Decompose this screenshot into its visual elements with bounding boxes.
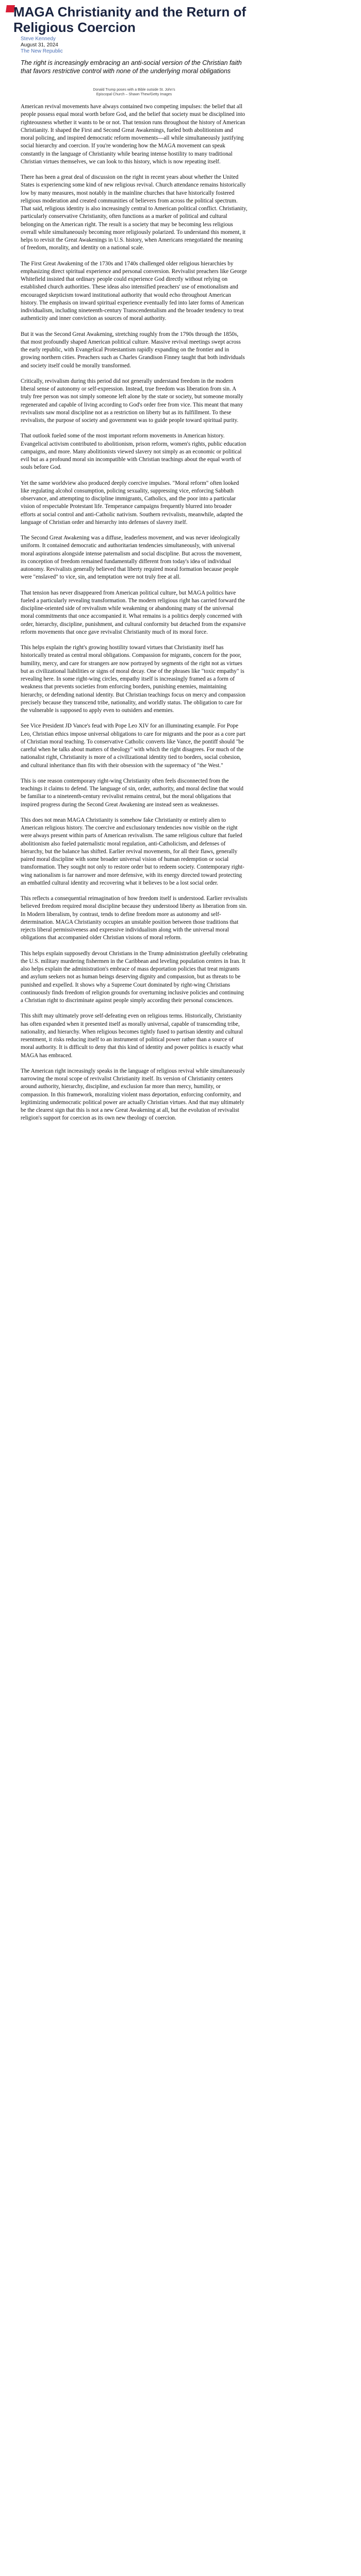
article-body [21,103,248,1130]
figure-credit-line: Donald Trump poses with a Bible outside St. John's [93,88,175,92]
paragraph: The American right increasingly speaks in the language of religious revival while simultaneously narrowing the moral scope of revivalist Christianity itself. Its version of Christianity centers around authority, hierarchy, discipline, and exclusion far more than mercy, humility, or compassion. In this framework, moralizing violent mass deportation, enforcing conformity, and legitimizing undemocratic political power are actually Christian virtues. And that may ultimately be the clearest sign that this is not a new Great Awakening at all, but the evolution of revivalist religion's support for coercion as its own new theology of coercion. [21,1067,245,1122]
article-meta [21,36,63,55]
paragraph: This reflects a consequential reimagination of how freedom itself is understood. Earlier revivalists believed freedom required moral discipline because they understood liberty as liberation from sin. In Modern liberalism, by contrast, tends to define freedom more as autonomy and self-determination. MAGA Christianity occupies an unstable position between those traditions that rejects liberal permissiveness and expressive individualism along with the universal moral obligations that accompanied older Christian visions of moral reform. [21,895,248,941]
article-lede: The right is increasingly embracing an anti-social version of the Christian faith that favors restrictive control with none of the underlying moral obligations [21,59,242,75]
paragraph: That outlook fueled some of the most important reform movements in American history. Evangelical activism contributed to abolitionism, prison reform, women's rights, public education campaigns, and more. Many abolitionists viewed slavery not simply as an economic or political evil but as a profound moral sin incompatible with Christian teachings about the equal worth of souls before God. [21,433,247,471]
paragraph: Critically, revivalism during this period did not generally understand freedom in the modern liberal sense of autonomy or self-expression. Instead, true freedom was liberation from sin. A truly free person was not simply someone left alone by the state or society, but someone morally regenerated and capable of living according to God's order free from vice. This meant that many revivalists saw moral discipline not as a restriction on liberty but as its fulfillment. To these revivalists, the purpose of society and government was to guide people toward spiritual purity. [21,378,243,423]
paragraph: That tension has never disappeared from American political culture, but MAGA politics have fueled a particularly revealing transformation. The modern religious right has carried forward the discipline-oriented side of revivalism while weakening or abandoning many of the universal moral commitments that once accompanied it. What remains is a politics deeply concerned with order, hierarchy, discipline, punishment, and cultural conformity but detached from the expansive reform movements that once gave revivalist Christianity much of its moral force. [21,589,246,635]
paragraph: American revival movements have always contained two competing impulses: the belief that all people possess equal moral worth before God, and the belief that society must be disciplined into righteousness whether it wants to be or not. That tension runs throughout the history of American Christianity. It shaped the First and Second Great Awakenings, fueled both abolitionism and moral policing, and inspired democratic reform movements—all while simultaneously justifying social hierarchy and coercion. If you're wondering how the MAGA movement can speak constantly in the language of Christianity while bearing intense hostility to many traditional Christian virtues themselves, we can look to this history, which is now repeating itself. [21,104,245,165]
outlet-link[interactable]: The New Republic [21,48,63,54]
paragraph: Yet the same worldview also produced deeply coercive impulses. "Moral reform" often looked like regulating alcohol consumption, policing sexuality, suppressing vice, enforcing Sabbath observance, and attempting to discipline immigrants, Catholics, and the poor into a particular vision of respectable Protestant life. Temperance campaigns frequently blurred into broader efforts at social control and anti-Catholic nativism. Southern revivalists, meanwhile, adapted the language of Christian order and hierarchy into defenses of slavery itself. [21,480,243,526]
paragraph: This is one reason contemporary right-wing Christianity often feels disconnected from the teachings it claims to defend. The language of sin, order, authority, and moral decline that would be familiar to a nineteenth-century revivalist remains central, but the moral obligations that inspired progress during the Second Great Awakening are instead seen as weaknesses. [21,777,244,808]
paragraph: This helps explain the right's growing hostility toward virtues that Christianity itself has historically treated as central moral obligations. Compassion for migrants, concern for the poor, humility, mercy, and care for strangers are now portrayed by segments of the right not as virtues but as civilizational liabilities or signs of moral decay. One of the phrases like "toxic empathy" is revealing here. In some right-wing circles, empathy itself is increasingly framed as a form of weakness that prevents societies from enforcing borders, punishing enemies, maintaining hierarchy, or defending national identity. But Christian teachings focus on mercy and compassion precisely because they transcend tribe, nationality, and worldly status. The obligation to care for the vulnerable is supposed to apply even to outsiders and enemies. [21,645,245,714]
figure-credit [21,88,248,97]
figure-credit-line: Episcopal Church – Shawn Thew/Getty Images [96,93,172,96]
author-name[interactable]: Steve Kennedy [21,36,56,42]
paragraph: There has been a great deal of discussion on the right in recent years about whether the United States is experiencing some kind of new religious revival. Church attendance remains historically low by many measures, most notably in the mainline churches that have historically fostered religious moderation and created communities of believers from across the political spectrum. That said, religious identity is also increasingly central to American political conflict. Christianity, particularly conservative Christianity, often functions as a marker of political and cultural belonging on the American right. The result is a society that may be becoming less religious overall while simultaneously becoming more religiously polarized. To understand this moment, it helps to revisit the Great Awakenings in U.S. history, when Americans renegotiated the meaning of freedom, morality, and identity on a national scale. [21,174,248,251]
paragraph: This shift may ultimately prove self-defeating even on religious terms. Historically, Christianity has often expanded when it presented itself as morally universal, capable of transcending tribe, nationality, and hierarchy. When religious becomes tightly fused to partisan identity and cultural resentment, it risks reducing itself to an instrument of political power rather than a source of moral authority. It is difficult to deny that this kind of identity and power politics is exactly what MAGA has embraced. [21,1013,243,1059]
paragraph: The Second Great Awakening was a diffuse, leaderless movement, and was never ideologically uniform. It contained democratic and authoritarian tendencies simultaneously, with universal moral aspirations alongside intense paternalism and social discipline. But across the movement, its conception of freedom remained fundamentally different from today's idea of individual autonomy. Revivalists generally believed that liberty required moral formation because people were "enslaved" to vice, sin, and temptation were not truly free at all. [21,535,242,581]
paragraph: But it was the Second Great Awakening, stretching roughly from the 1790s through the 1850s, that most profoundly shaped American political culture. Massive revival meetings swept across the early republic, with Evangelical Protestantism rapidly expanding on the frontier and in growing northern cities. Preachers such as Charles Grandison Finney taught that both individuals and society itself could be morally transformed. [21,331,245,369]
publish-date: August 31, 2024 [21,42,58,48]
paragraph: See Vice President JD Vance's feud with Pope Leo XIV for an illuminating example. For Pope Leo, Christian ethics impose universal obligations to care for migrants and the poor as a core part of Christian moral teaching. To conservative Catholic converts like Vance, the pontiff should "be careful when he talks about matters of theology" with which the right disagrees. For much of the nationalist right, Christianity is more of a civilizational identity tied to borders, social cohesion, and cultural inheritance than fits with their obsession with the supremacy of "the West." [21,723,245,769]
paragraph: This helps explain supposedly devout Christians in the Trump administration gleefully celebrating the U.S. military murdering fishermen in the Caribbean and leveling population centers in Iran. It also helps explain the administration's embrace of mass deportation policies that treat migrants and asylum seekers not as human beings deserving dignity and compassion, but as threats to be punished and expelled. It shows why a Supreme Court dominated by right-wing Christians continuously finds freedom of religion grounds for overturning inclusive policies and continuing a Christian right to discriminate against people simply according their personal consciences. [21,950,248,1004]
paragraph: The First Great Awakening of the 1730s and 1740s challenged older religious hierarchies by emphasizing direct spiritual experience and personal conversion. Revivalist preachers like George Whitefield insisted that ordinary people could experience God directly without relying on established church authorities. These ideas also intensified preachers' use of emotionalism and encouraged skepticism toward institutional authority that would echo throughout American history. The emphasis on inward spiritual experience eventually fed into later forms of American individualism, including nineteenth-century Transcendentalism and the broader tendency to treat authenticity and inner conviction as sources of moral authority. [21,260,247,322]
article-title: MAGA Christianity and the Return of Religious Coercion [13,4,247,35]
paragraph: This does not mean MAGA Christianity is somehow fake Christianity or entirely alien to American religious history. The coercive and exclusionary tendencies now visible on the right were always present within parts of American revivalism. The same religious culture that fueled abolitionism also fueled paternalistic moral regulation, anti-Catholicism, and defenses of hierarchy, but the balance has shifted. Earlier revival movements, for all their flaws, generally paired moral discipline with some broader universal vision of human redemption or social transformation. They sought not only to restore order but to redeem society. Contemporary right-wing nationalism is far narrower and more defensive, with its energy directed toward protecting an embattled cultural identity and recovering what it believes to be a lost social order. [21,817,244,886]
